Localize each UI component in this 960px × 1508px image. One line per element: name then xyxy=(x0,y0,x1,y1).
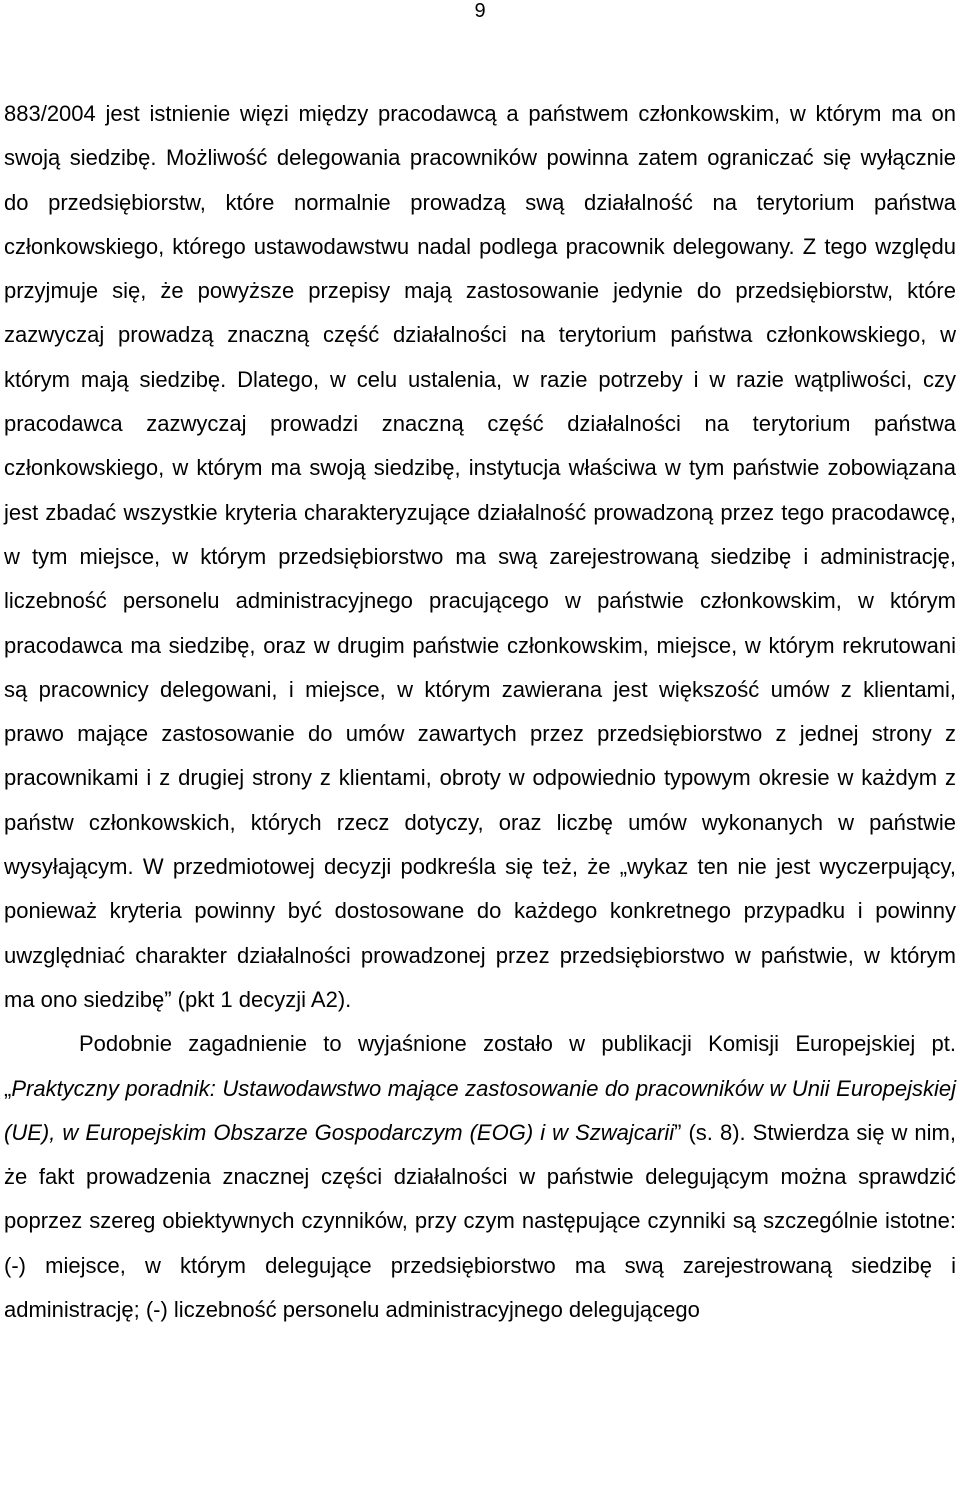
paragraph-decision-a2: 883/2004 jest istnienie więzi między pracodawcą a państwem członkowskim, w którym ma on swoją siedzibę. Możliwość delegowania pracowników powinna zatem ograniczać się wyłącznie do przedsiębiorstw, które normalnie prowadzą swą działalność na terytorium państwa członkowskiego, którego ustawodawstwu nadal podlega pracownik delegowany. Z tego względu przyjmuje się, że powyższe przepisy mają zastosowanie jedynie do przedsiębiorstw, które zazwyczaj prowadzą znaczną część działalności na terytorium państwa członkowskiego, w którym mają siedzibę. Dlatego, w celu ustalenia, w razie potrzeby i w razie wątpliwości, czy pracodawca zazwyczaj prowadzi znaczną część działalności na terytorium państwa członkowskiego, w którym ma swoją siedzibę, instytucja właściwa w tym państwie zobowiązana jest zbadać wszystkie kryteria charakteryzujące działalność prowadzoną przez tego pracodawcę, w tym miejsce, w którym przedsiębiorstwo ma swą zarejestrowaną siedzibę i administrację, liczebność personelu administracyjnego pracującego w państwie członkowskim, w którym pracodawca ma siedzibę, oraz w drugim państwie członkowskim, miejsce, w którym rekrutowani są pracownicy delegowani, i miejsce, w którym zawierana jest większość umów z klientami, prawo mające zastosowanie do umów zawartych przez przedsiębiorstwo z jednej strony z pracownikami i z drugiej strony z klientami, obroty w odpowiednio typowym okresie w każdym z państw członkowskich, których rzecz dotyczy, oraz liczbę umów wykonanych w państwie wysyłającym. W przedmiotowej decyzji podkreśla się też, że „wykaz ten nie jest wyczerpujący, ponieważ kryteria powinny być dostosowane do każdego konkretnego przypadku i powinny uwzględniać charakter działalności prowadzonej przez przedsiębiorstwo w państwie, w którym ma ono siedzibę” (pkt 1 decyzji A2). xyxy=(4,101,956,1012)
page-number: 9 xyxy=(474,0,486,22)
document-body xyxy=(4,92,956,1332)
paragraph-text-after-title: ” (s. 8). Stwierdza się w nim, że fakt prowadzenia znacznej części działalności w państwie delegującym można sprawdzić poprzez szereg obiektywnych czynników, przy czym następujące czynniki są szczególnie istotne: (-) miejsce, w którym delegujące przedsiębiorstwo ma swą zarejestrowaną siedzibę i administrację; (-) liczebność personelu administracyjnego delegującego xyxy=(4,1119,956,1323)
paragraph-text-before-title: Podobnie zagadnienie to wyjaśnione zostało w publikacji Komisji Europejskiej pt. „ xyxy=(4,1031,956,1101)
paragraph-commission-guide xyxy=(4,1022,956,1332)
publication-title: Praktyczny poradnik: Ustawodawstwo mające zastosowanie do pracowników w Unii Europejskiej (UE), w Europejskim Obszarze Gospodarczym (EOG) i w Szwajcarii xyxy=(4,1075,956,1145)
